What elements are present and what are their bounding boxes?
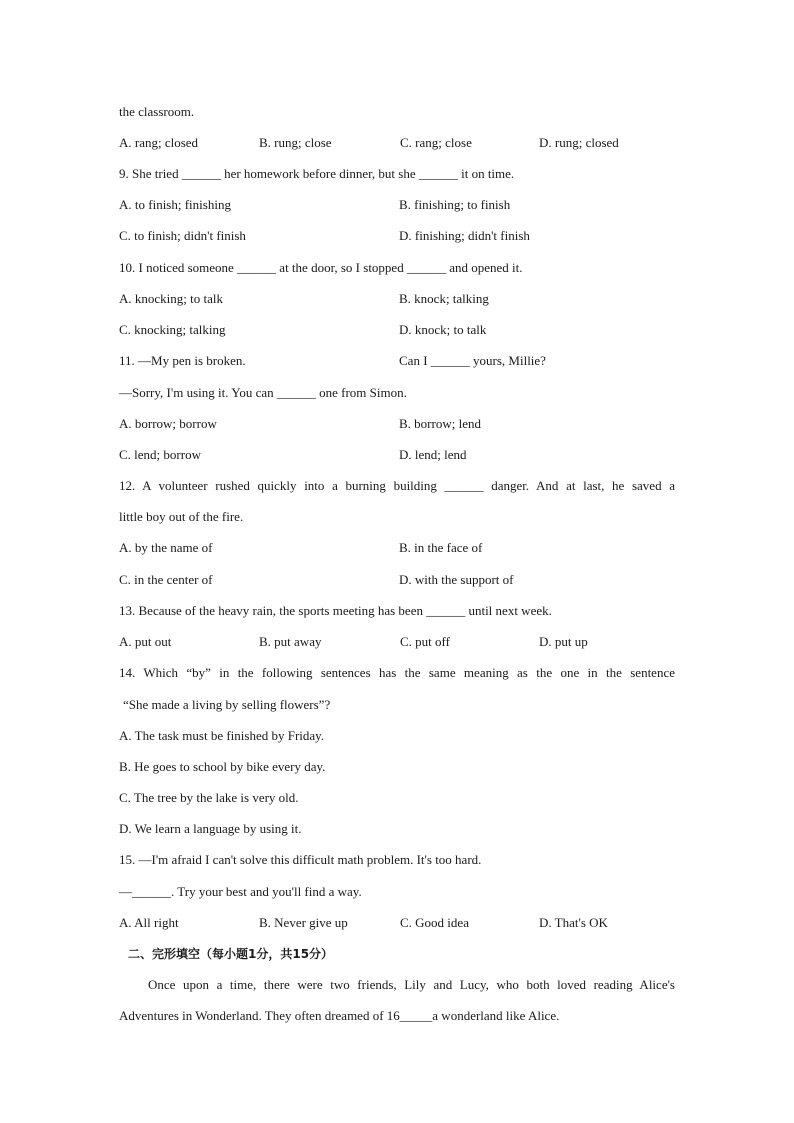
question-15-line-2: —______. Try your best and you'll find a way. — [119, 884, 362, 899]
q8-option-b: B. rung; close — [259, 135, 332, 150]
q12-option-c: C. in the center of — [119, 572, 213, 587]
question-10: 10. I noticed someone ______ at the door, so I stopped ______ and opened it. — [119, 260, 523, 275]
q12-option-b: B. in the face of — [399, 540, 483, 555]
q11-option-c: C. lend; borrow — [119, 447, 201, 462]
question-14-line-2: “She made a living by selling flowers”? — [123, 697, 331, 712]
question-14-line-1: 14. Which “by” in the following sentences has the same meaning as the one in the sentence — [119, 665, 675, 680]
q15-option-b: B. Never give up — [259, 915, 348, 930]
q11-option-a: A. borrow; borrow — [119, 416, 217, 431]
q11-option-d: D. lend; lend — [399, 447, 467, 462]
q15-option-a: A. All right — [119, 915, 179, 930]
q13-option-c: C. put off — [400, 634, 450, 649]
section-2-heading: 二、完形填空（每小题1分，共15分） — [128, 947, 334, 961]
q10-option-c: C. knocking; talking — [119, 322, 226, 337]
question-12-line-1: 12. A volunteer rushed quickly into a burning building ______ danger. And at last, he saved a — [119, 478, 675, 493]
question-13: 13. Because of the heavy rain, the sports meeting has been ______ until next week. — [119, 603, 552, 618]
q15-option-c: C. Good idea — [400, 915, 469, 930]
question-11-line-2: —Sorry, I'm using it. You can ______ one from Simon. — [119, 385, 407, 400]
q10-option-a: A. knocking; to talk — [119, 291, 223, 306]
q14-option-c: C. The tree by the lake is very old. — [119, 790, 299, 805]
q14-option-b: B. He goes to school by bike every day. — [119, 759, 326, 774]
q14-option-d: D. We learn a language by using it. — [119, 821, 302, 836]
q9-option-a: A. to finish; finishing — [119, 197, 231, 212]
q13-option-b: B. put away — [259, 634, 322, 649]
question-12-line-2: little boy out of the fire. — [119, 509, 244, 524]
question-15-line-1: 15. —I'm afraid I can't solve this difficult math problem. It's too hard. — [119, 852, 482, 867]
q13-option-d: D. put up — [539, 634, 588, 649]
q12-option-a: A. by the name of — [119, 540, 213, 555]
q9-option-b: B. finishing; to finish — [399, 197, 511, 212]
question-9: 9. She tried ______ her homework before dinner, but she ______ it on time. — [119, 166, 515, 181]
question-8-continuation: the classroom. — [119, 104, 195, 119]
q15-option-d: D. That's OK — [539, 915, 608, 930]
q14-option-a: A. The task must be finished by Friday. — [119, 728, 325, 743]
q13-option-a: A. put out — [119, 634, 172, 649]
cloze-passage-line-1: Once upon a time, there were two friends, Lily and Lucy, who both loved reading Alice's — [148, 977, 675, 992]
q8-option-a: A. rang; closed — [119, 135, 199, 150]
q10-option-b: B. knock; talking — [399, 291, 489, 306]
q11-option-b: B. borrow; lend — [399, 416, 481, 431]
q12-option-d: D. with the support of — [399, 572, 514, 587]
q9-option-c: C. to finish; didn't finish — [119, 228, 246, 243]
cloze-passage-line-2: Adventures in Wonderland. They often dreamed of 16_____a wonderland like Alice. — [119, 1008, 560, 1023]
q8-option-d: D. rung; closed — [539, 135, 619, 150]
question-11-line-1-right: Can I ______ yours, Millie? — [399, 353, 546, 368]
q9-option-d: D. finishing; didn't finish — [399, 228, 530, 243]
q8-option-c: C. rang; close — [400, 135, 472, 150]
question-11-line-1: 11. —My pen is broken. — [119, 353, 246, 368]
q10-option-d: D. knock; to talk — [399, 322, 487, 337]
